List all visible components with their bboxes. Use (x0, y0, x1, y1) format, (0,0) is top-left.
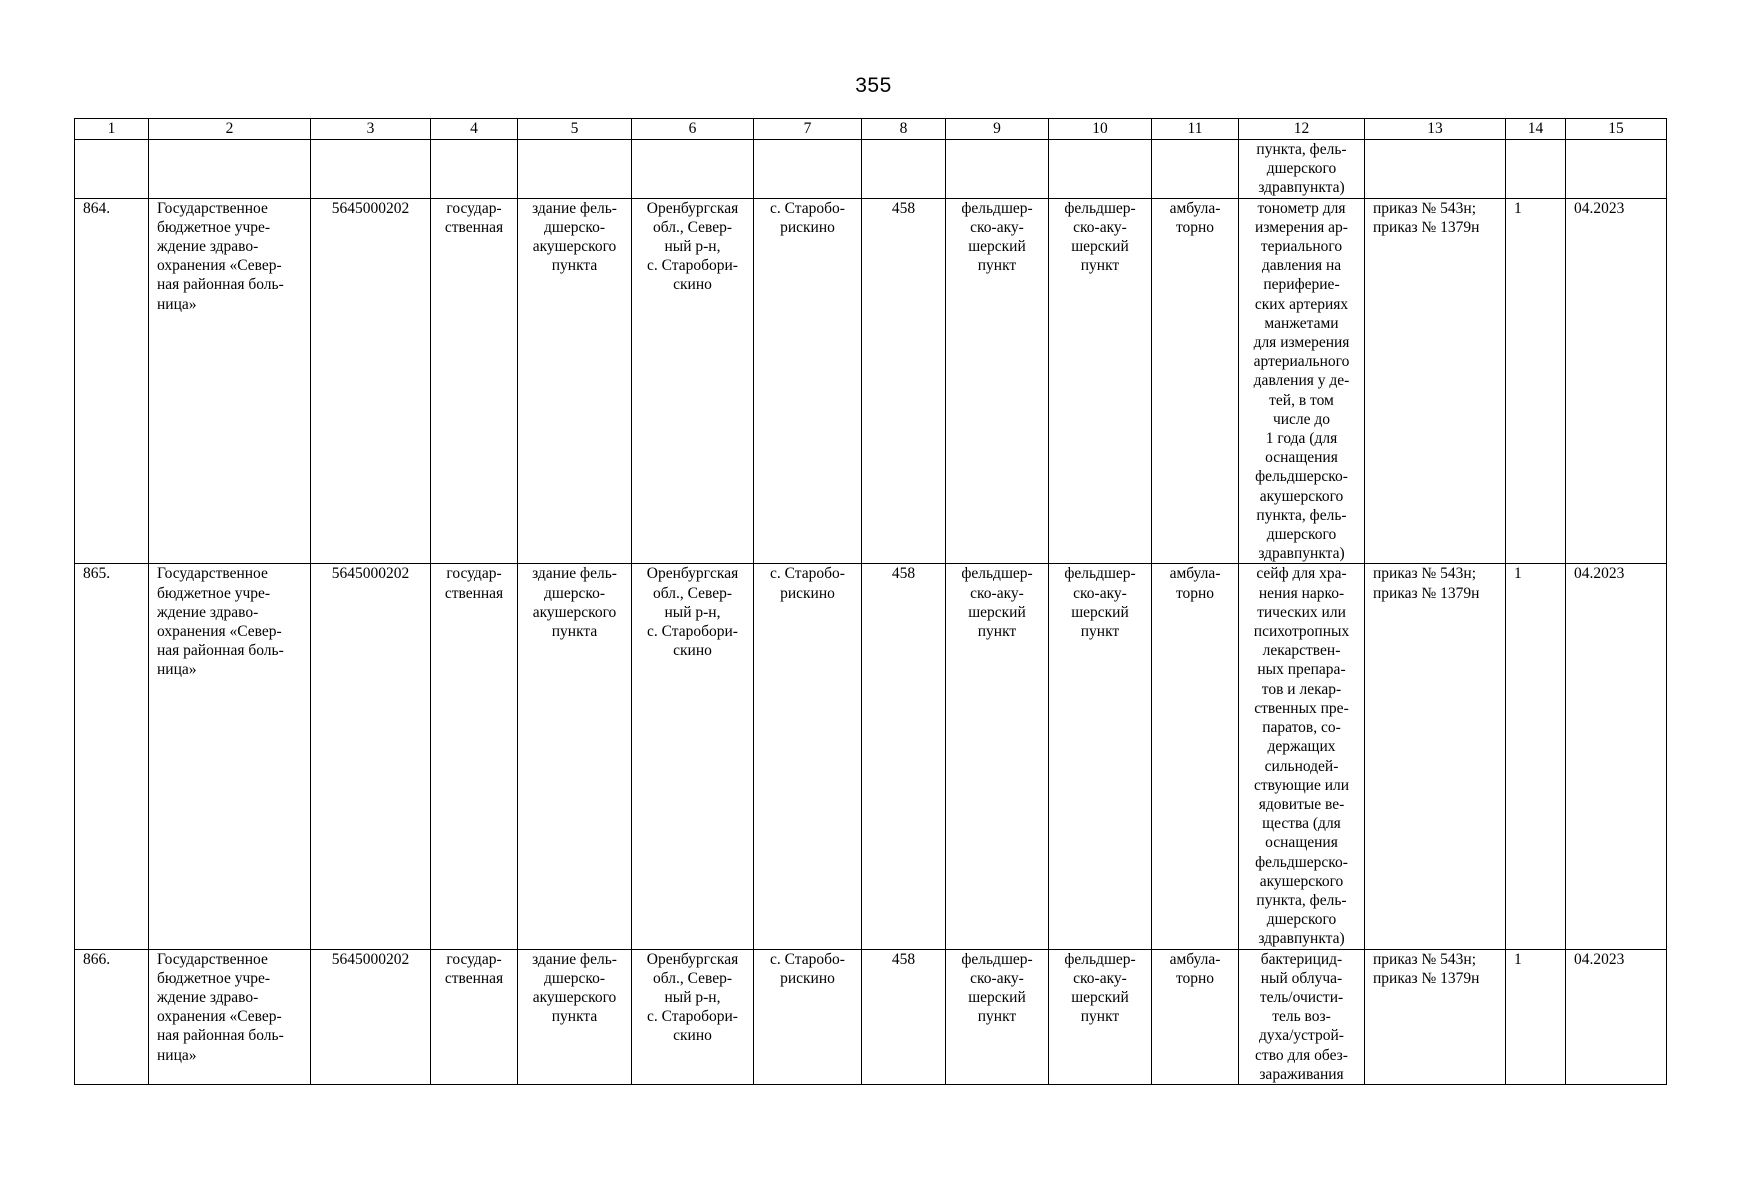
equipment-cell: бактерицид- ный облуча- тель/очисти- тель воз- духа/устрой- ство для обез- зараживания (1239, 949, 1365, 1084)
quantity-cell: 1 (1506, 198, 1566, 564)
unit-type-cell: фельдшер- ско-аку- шерский пункт (946, 949, 1049, 1084)
quantity-cell: 1 (1506, 564, 1566, 949)
equipment-cell: сейф для хра- нения нарко- тических или психотропных лекарствен- ных препара- тов и лекар- ственных пре- паратов, со- держащих сильнодей- ствующие или ядовитые ве- щества (для оснащения фельдшерско- акушерского пункта, фель- дшерского здравпункта) (1239, 564, 1365, 949)
order-cell: приказ № 543н; приказ № 1379н (1365, 564, 1506, 949)
care-type-cell: амбула- торно (1152, 949, 1239, 1084)
column-header: 13 (1365, 119, 1506, 140)
building-cell: здание фель- дшерско- акушерского пункта (518, 198, 632, 564)
code-cell: 458 (862, 949, 946, 1084)
care-type-cell: амбула- торно (1152, 198, 1239, 564)
code-cell: 458 (862, 564, 946, 949)
inn-cell: 5645000202 (311, 564, 431, 949)
unit-type-cell: фельдшер- ско-аку- шерский пункт (946, 564, 1049, 949)
table-row (75, 949, 1667, 1084)
row-number: 865. (75, 564, 149, 949)
organization-cell: Государственное бюджетное учре- ждение здраво- охранения «Север- ная районная боль- ница» (149, 198, 311, 564)
column-header: 2 (149, 119, 311, 140)
unit-name-cell: фельдшер- ско-аку- шерский пункт (1049, 949, 1152, 1084)
unit-type-cell: фельдшер- ско-аку- шерский пункт (946, 198, 1049, 564)
column-header: 3 (311, 119, 431, 140)
page-number: 355 (855, 74, 892, 97)
unit-name-cell: фельдшер- ско-аку- шерский пункт (1049, 564, 1152, 949)
date-cell: 04.2023 (1566, 564, 1667, 949)
column-header: 5 (518, 119, 632, 140)
organization-cell: Государственное бюджетное учре- ждение здраво- охранения «Север- ная районная боль- ница» (149, 949, 311, 1084)
date-cell: 04.2023 (1566, 949, 1667, 1084)
address-cell: Оренбургская обл., Север- ный р-н, с. Старобори- скино (632, 198, 754, 564)
column-header: 1 (75, 119, 149, 140)
ownership-cell: государ- ственная (431, 564, 518, 949)
column-header: 9 (946, 119, 1049, 140)
quantity-cell: 1 (1506, 949, 1566, 1084)
building-cell: здание фель- дшерско- акушерского пункта (518, 949, 632, 1084)
code-cell: 458 (862, 198, 946, 564)
column-header: 6 (632, 119, 754, 140)
table-row (75, 198, 1667, 564)
order-cell: приказ № 543н; приказ № 1379н (1365, 198, 1506, 564)
row-number: 864. (75, 198, 149, 564)
date-cell: 04.2023 (1566, 198, 1667, 564)
address-cell: Оренбургская обл., Север- ный р-н, с. Старобори- скино (632, 564, 754, 949)
column-header: 8 (862, 119, 946, 140)
equipment-cell: тонометр для измерения ар- териального давления на периферие- ских артериях манжетами для измерения артериального давления у де- тей, в том числе до 1 года (для оснащения фельдшерско- акушерского пункта, фель- дшерского здравпункта) (1239, 198, 1365, 564)
inn-cell: 5645000202 (311, 198, 431, 564)
equipment-cell: пункта, фель- дшерского здравпункта) (1239, 140, 1365, 199)
locality-cell: с. Старобо- рискино (754, 564, 862, 949)
organization-cell: Государственное бюджетное учре- ждение здраво- охранения «Север- ная районная боль- ница» (149, 564, 311, 949)
inn-cell: 5645000202 (311, 949, 431, 1084)
address-cell: Оренбургская обл., Север- ный р-н, с. Старобори- скино (632, 949, 754, 1084)
continuation-row (75, 140, 1667, 199)
column-header: 11 (1152, 119, 1239, 140)
order-cell: приказ № 543н; приказ № 1379н (1365, 949, 1506, 1084)
registry-table (74, 118, 1667, 1085)
ownership-cell: государ- ственная (431, 949, 518, 1084)
column-header: 12 (1239, 119, 1365, 140)
column-header: 4 (431, 119, 518, 140)
locality-cell: с. Старобо- рискино (754, 949, 862, 1084)
column-header: 7 (754, 119, 862, 140)
column-header: 14 (1506, 119, 1566, 140)
unit-name-cell: фельдшер- ско-аку- шерский пункт (1049, 198, 1152, 564)
building-cell: здание фель- дшерско- акушерского пункта (518, 564, 632, 949)
header-row (75, 119, 1667, 140)
ownership-cell: государ- ственная (431, 198, 518, 564)
locality-cell: с. Старобо- рискино (754, 198, 862, 564)
column-header: 10 (1049, 119, 1152, 140)
row-number: 866. (75, 949, 149, 1084)
column-header: 15 (1566, 119, 1667, 140)
table-row (75, 564, 1667, 949)
care-type-cell: амбула- торно (1152, 564, 1239, 949)
